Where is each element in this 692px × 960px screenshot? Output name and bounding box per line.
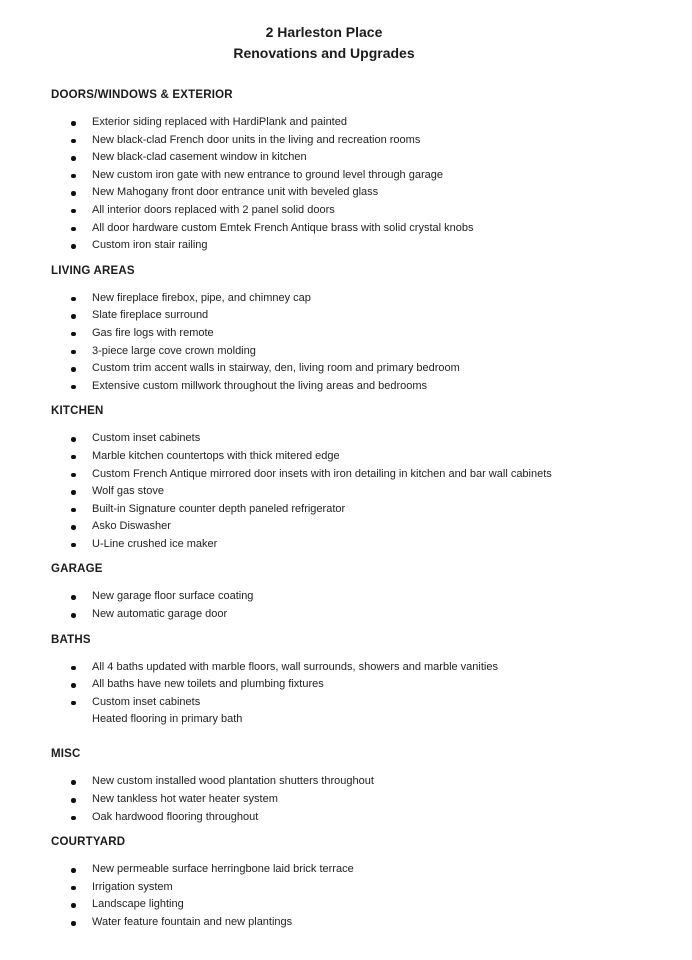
title-line-2: Renovations and Upgrades bbox=[233, 45, 415, 61]
bullet-icon bbox=[71, 332, 76, 337]
list-item bbox=[92, 184, 597, 202]
section-heading: DOORS/WINDOWS & EXTERIOR bbox=[51, 89, 233, 101]
list-item-text: All baths have new toilets and plumbing fixtures bbox=[92, 678, 324, 691]
list-item bbox=[92, 536, 597, 554]
list-item-text: New black-clad casement window in kitchen bbox=[92, 151, 307, 164]
bullet-icon bbox=[71, 613, 76, 618]
list-item-text: New fireplace firebox, pipe, and chimney cap bbox=[92, 291, 311, 304]
bullet-icon bbox=[71, 437, 76, 442]
list-item bbox=[92, 290, 597, 308]
list-item bbox=[92, 430, 597, 448]
list-item bbox=[92, 659, 597, 677]
list-item bbox=[92, 202, 597, 220]
bullet-list bbox=[51, 588, 597, 623]
list-item bbox=[92, 606, 597, 624]
bullet-icon bbox=[71, 525, 76, 530]
list-item bbox=[92, 448, 597, 466]
section-heading: KITCHEN bbox=[51, 405, 104, 418]
bullet-icon bbox=[71, 798, 76, 803]
list-item-text: All 4 baths updated with marble floors, wall surrounds, showers and marble vanities bbox=[92, 660, 498, 673]
bullet-icon bbox=[71, 666, 76, 671]
bullet-icon bbox=[71, 191, 76, 196]
bullet-icon bbox=[71, 350, 76, 355]
bullet-icon bbox=[71, 385, 76, 390]
section-garage bbox=[51, 561, 597, 623]
list-item-text: All interior doors replaced with 2 panel solid doors bbox=[92, 203, 335, 216]
list-item bbox=[92, 791, 597, 809]
bullet-icon bbox=[71, 508, 76, 513]
list-item bbox=[92, 220, 597, 238]
section-misc bbox=[51, 746, 597, 826]
list-item-text: Extensive custom millwork throughout the living areas and bedrooms bbox=[92, 379, 428, 392]
bullet-list bbox=[51, 290, 597, 396]
list-item bbox=[92, 132, 597, 150]
bullet-icon bbox=[71, 244, 76, 249]
bullet-list bbox=[51, 430, 597, 553]
document-body bbox=[51, 87, 597, 932]
bullet-icon bbox=[71, 156, 76, 161]
bullet-icon bbox=[71, 868, 76, 873]
list-item-text: Landscape lighting bbox=[92, 898, 184, 911]
list-item-text: New tankless hot water heater system bbox=[92, 793, 278, 806]
list-item bbox=[92, 896, 597, 914]
list-item-text: Wolf gas stove bbox=[92, 485, 164, 498]
list-item-text: Gas fire logs with remote bbox=[92, 326, 214, 339]
list-item-text: Custom inset cabinets bbox=[92, 432, 201, 445]
list-item-text: Custom trim accent walls in stairway, den, living room and primary bedroom bbox=[92, 362, 460, 375]
section-doors-windows-exterior bbox=[51, 87, 597, 255]
list-item bbox=[92, 588, 597, 606]
document-content bbox=[51, 0, 597, 932]
section-heading: BATHS bbox=[51, 633, 91, 646]
section-heading: LIVING AREAS bbox=[51, 264, 135, 277]
list-item bbox=[92, 914, 597, 932]
bullet-icon bbox=[71, 367, 76, 372]
section-living-areas bbox=[51, 263, 597, 396]
section-courtyard bbox=[51, 834, 597, 931]
bullet-icon bbox=[71, 595, 76, 600]
list-item bbox=[92, 711, 597, 726]
list-item-text: New black-clad French door units in the living and recreation rooms bbox=[92, 133, 421, 146]
bullet-list bbox=[51, 659, 597, 727]
list-item-text: Irrigation system bbox=[92, 880, 173, 893]
list-item-text: Custom iron stair railing bbox=[92, 239, 208, 252]
list-item-text: Marble kitchen countertops with thick mitered edge bbox=[92, 449, 340, 462]
list-item-text: Built-in Signature counter depth paneled refrigerator bbox=[92, 502, 346, 515]
bullet-icon bbox=[71, 780, 76, 785]
bullet-list bbox=[51, 114, 597, 255]
list-item-text: Slate fireplace surround bbox=[92, 309, 209, 322]
list-item-text: 3-piece large cove crown molding bbox=[92, 344, 256, 357]
bullet-icon bbox=[71, 209, 76, 214]
bullet-icon bbox=[71, 455, 76, 460]
list-item-text: New automatic garage door bbox=[92, 608, 228, 621]
bullet-icon bbox=[71, 139, 76, 144]
section-heading: COURTYARD bbox=[51, 836, 126, 849]
list-item-text: New custom installed wood plantation shutters throughout bbox=[92, 775, 374, 788]
list-item-text: Water feature fountain and new plantings bbox=[92, 916, 293, 928]
list-item-text: Custom French Antique mirrored door insets with iron detailing in kitchen and bar wall cabinets bbox=[92, 467, 552, 480]
list-item bbox=[92, 307, 597, 325]
list-item-text: Asko Diswasher bbox=[92, 520, 171, 533]
list-item bbox=[92, 879, 597, 897]
list-item-text: Oak hardwood flooring throughout bbox=[92, 810, 259, 823]
list-item bbox=[92, 676, 597, 694]
section-kitchen bbox=[51, 403, 597, 553]
bullet-icon bbox=[71, 816, 76, 821]
section-heading: MISC bbox=[51, 748, 81, 761]
bullet-icon bbox=[71, 701, 76, 706]
bullet-list bbox=[51, 773, 597, 826]
list-item bbox=[92, 360, 597, 378]
list-item-text: Custom inset cabinets bbox=[92, 695, 201, 708]
list-item bbox=[92, 861, 597, 879]
bullet-icon bbox=[71, 174, 76, 179]
bullet-icon bbox=[71, 473, 76, 478]
bullet-icon bbox=[71, 683, 76, 688]
bullet-list bbox=[51, 861, 597, 931]
section-baths bbox=[51, 632, 597, 727]
bullet-icon bbox=[71, 543, 76, 548]
list-item bbox=[92, 483, 597, 501]
list-item bbox=[92, 501, 597, 519]
bullet-icon bbox=[71, 886, 76, 891]
bullet-icon bbox=[71, 314, 76, 319]
list-item bbox=[92, 694, 597, 712]
list-item-text: New custom iron gate with new entrance to ground level through garage bbox=[92, 168, 443, 181]
list-item bbox=[92, 114, 597, 132]
title-line-1: 2 Harleston Place bbox=[265, 24, 383, 40]
list-item bbox=[92, 809, 597, 827]
document-title bbox=[51, 0, 597, 64]
bullet-icon bbox=[71, 227, 76, 232]
list-item bbox=[92, 343, 597, 361]
list-item bbox=[92, 518, 597, 536]
list-item-text: Heated flooring in primary bath bbox=[92, 713, 243, 726]
section-heading: GARAGE bbox=[51, 563, 103, 576]
list-item bbox=[92, 466, 597, 484]
list-item bbox=[92, 378, 597, 396]
bullet-icon bbox=[71, 490, 76, 495]
list-item-text: All door hardware custom Emtek French Antique brass with solid crystal knobs bbox=[92, 221, 474, 234]
list-item bbox=[92, 167, 597, 185]
list-item bbox=[92, 237, 597, 255]
list-item bbox=[92, 149, 597, 167]
bullet-icon bbox=[71, 121, 76, 126]
list-item-text: New Mahogany front door entrance unit with beveled glass bbox=[92, 186, 379, 199]
list-item-text: New garage floor surface coating bbox=[92, 590, 254, 603]
list-item-text: New permeable surface herringbone laid brick terrace bbox=[92, 863, 354, 876]
list-item bbox=[92, 325, 597, 343]
list-item bbox=[92, 773, 597, 791]
list-item-text: U-Line crushed ice maker bbox=[92, 537, 218, 550]
bullet-icon bbox=[71, 297, 76, 302]
bullet-icon bbox=[71, 921, 76, 926]
bullet-icon bbox=[71, 903, 76, 908]
list-item-text: Exterior siding replaced with HardiPlank and painted bbox=[92, 116, 347, 128]
